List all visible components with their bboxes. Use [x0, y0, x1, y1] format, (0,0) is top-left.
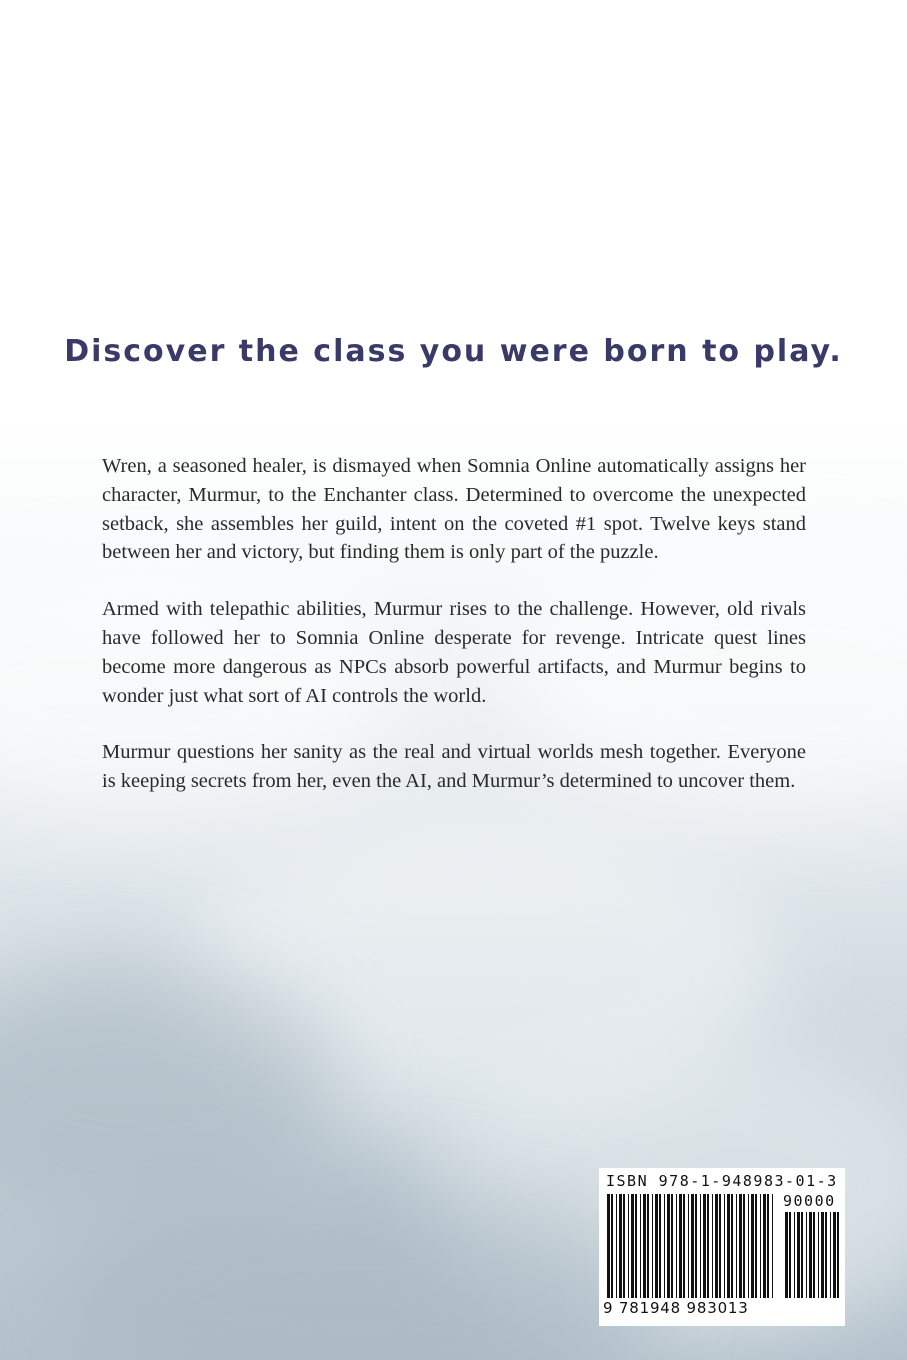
barcode-bar: [813, 1212, 815, 1298]
barcode-bar: [727, 1194, 730, 1298]
barcode-bar: [715, 1194, 718, 1298]
barcode-bar: [821, 1212, 824, 1298]
barcode-bar: [772, 1194, 773, 1298]
barcode-bar: [712, 1194, 713, 1298]
barcode-bar: [825, 1212, 827, 1298]
barcode-bar: [619, 1194, 622, 1298]
barcode-bar: [736, 1194, 737, 1298]
price-code: 90000: [783, 1192, 836, 1210]
barcode-bar: [691, 1194, 694, 1298]
barcode-bar: [785, 1212, 788, 1298]
barcode-bar: [700, 1194, 701, 1298]
barcode-bar: [664, 1194, 665, 1298]
barcode-bar: [794, 1212, 795, 1298]
barcode-bar: [818, 1212, 819, 1298]
barcode-bar: [628, 1194, 629, 1298]
barcode-bar: [655, 1194, 658, 1298]
barcode-bar: [789, 1212, 791, 1298]
barcode-bar: [801, 1212, 803, 1298]
barcode-bar: [739, 1194, 742, 1298]
barcode-bar: [833, 1212, 836, 1298]
barcode-bar: [659, 1194, 661, 1298]
barcode-bar: [676, 1194, 677, 1298]
barcode-bar: [667, 1194, 670, 1298]
barcode-bar: [611, 1194, 613, 1298]
isbn-barcode: [599, 1168, 845, 1326]
barcode-bar: [707, 1194, 709, 1298]
barcode-bar: [703, 1194, 706, 1298]
barcode-bar: [647, 1194, 649, 1298]
barcode-bar: [797, 1212, 800, 1298]
barcode-bar: [724, 1194, 725, 1298]
barcode-bar: [635, 1194, 637, 1298]
barcode-bar: [643, 1194, 646, 1298]
barcode-bar: [731, 1194, 733, 1298]
barcode-bar: [767, 1194, 769, 1298]
barcode-bar: [751, 1194, 754, 1298]
barcode-bar: [679, 1194, 682, 1298]
book-description: [102, 452, 806, 824]
barcode-bar: [640, 1194, 641, 1298]
barcode-bar: [806, 1212, 807, 1298]
barcode-bar: [623, 1194, 625, 1298]
barcode-bar: [743, 1194, 745, 1298]
barcode-bar: [719, 1194, 721, 1298]
barcode-bar: [763, 1194, 766, 1298]
barcode-bar: [695, 1194, 697, 1298]
barcode-bar: [607, 1194, 610, 1298]
barcode-bar: [760, 1194, 761, 1298]
barcode-bar: [748, 1194, 749, 1298]
description-paragraph: Armed with telepathic abilities, Murmur rises to the challenge. However, old rivals have followed her to Somnia Online desperate for revenge. Intricate quest lines become more dangerous as NPCs absorb powerful artifacts, and Murmur begins to wonder just what sort of AI controls the world.: [102, 598, 806, 707]
description-paragraph: Murmur questions her sanity as the real and virtual worlds mesh together. Everyone is keeping secrets from her, even the AI, and Murmur’s determined to uncover them.: [102, 741, 806, 793]
barcode-bar: [671, 1194, 673, 1298]
barcode-bar: [683, 1194, 685, 1298]
barcode-bar: [688, 1194, 689, 1298]
tagline: Discover the class you were born to play.: [64, 334, 843, 369]
barcode-bar: [755, 1194, 757, 1298]
barcode-bar: [652, 1194, 653, 1298]
barcode-bar: [830, 1212, 831, 1298]
ean-digits: 9 781948 983013: [603, 1299, 749, 1317]
barcode-bar: [631, 1194, 634, 1298]
barcode-bar: [616, 1194, 617, 1298]
isbn-label: ISBN 978-1-948983-01-3: [606, 1172, 838, 1190]
barcode-bar: [837, 1212, 839, 1298]
barcode-bar: [809, 1212, 812, 1298]
description-paragraph: Wren, a seasoned healer, is dismayed when Somnia Online automatically assigns her character, Murmur, to the Enchanter class. Determined to overcome the unexpected setback, she assembles her guild, intent on the coveted #1 spot. Twelve keys stand between her and victory, but finding them is only part of the puzzle.: [102, 455, 806, 564]
